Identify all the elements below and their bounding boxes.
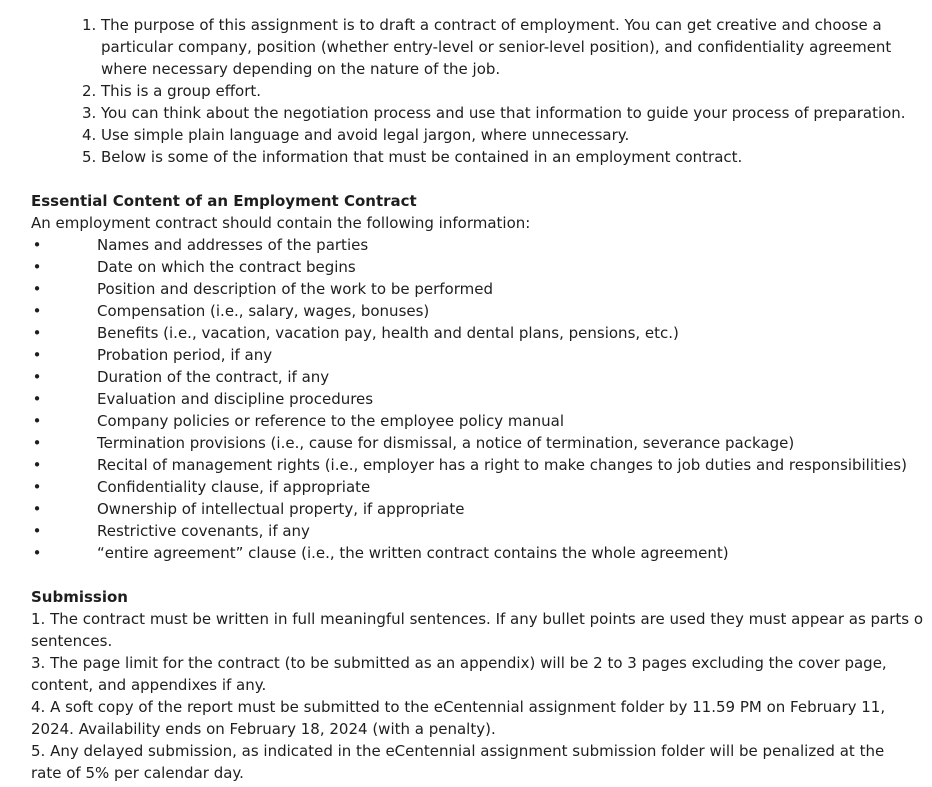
list-item	[0, 476, 932, 498]
list-item-text: Confidentiality clause, if appropriate	[97, 478, 371, 496]
instruction-item	[0, 102, 932, 124]
list-item-text: Compensation (i.e., salary, wages, bonuses)	[97, 302, 430, 320]
submission-list	[0, 608, 932, 784]
bullet-icon: •	[32, 544, 42, 562]
instruction-text: The purpose of this assignment is to draft a contract of employment. You can get creative and choose a particular company, position (whether entry-level or senior-level position), and confidentiality agreement where necessary depending on the nature of the job.	[101, 16, 892, 78]
bullet-icon: •	[32, 368, 42, 386]
instruction-text: You can think about the negotiation process and use that information to guide your process of preparation.	[101, 104, 906, 122]
list-item-text: Recital of management rights (i.e., employer has a right to make changes to job duties and responsibilities)	[97, 456, 907, 474]
list-item-text: Benefits (i.e., vacation, vacation pay, health and dental plans, pensions, etc.)	[97, 324, 679, 342]
bullet-icon: •	[32, 236, 42, 254]
instruction-text: Below is some of the information that must be contained in an employment contract.	[101, 148, 743, 166]
instruction-number: 4.	[82, 126, 97, 144]
instruction-item	[0, 146, 932, 168]
submission-item-1-line-2: sentences.	[31, 632, 113, 650]
bullet-icon: •	[32, 500, 42, 518]
list-item-text: Termination provisions (i.e., cause for dismissal, a notice of termination, severance package)	[97, 434, 795, 452]
list-item	[0, 520, 932, 542]
list-item-text: Duration of the contract, if any	[97, 368, 330, 386]
essential-content-list	[0, 234, 932, 564]
bullet-icon: •	[32, 302, 42, 320]
list-item	[0, 366, 932, 388]
list-item	[0, 256, 932, 278]
list-item	[0, 388, 932, 410]
list-item	[0, 300, 932, 322]
instruction-item	[0, 80, 932, 102]
bullet-icon: •	[32, 456, 42, 474]
submission-item-1-line-1: 1. The contract must be written in full meaningful sentences. If any bullet points are used they must appear as parts o	[31, 610, 924, 628]
list-item-text: Probation period, if any	[97, 346, 273, 364]
list-item	[0, 234, 932, 256]
document-page	[0, 14, 932, 784]
essential-content-heading: Essential Content of an Employment Contract	[31, 192, 417, 210]
bullet-icon: •	[32, 478, 42, 496]
list-item	[0, 542, 932, 564]
submission-item-3: 3. The page limit for the contract (to be submitted as an appendix) will be 2 to 3 pages excluding the cover page, content, and appendixes if any.	[31, 654, 887, 694]
essential-content-lead: An employment contract should contain the following information:	[31, 214, 531, 232]
list-item-text: Ownership of intellectual property, if appropriate	[97, 500, 465, 518]
list-item	[0, 498, 932, 520]
submission-heading: Submission	[31, 588, 128, 606]
instructions-list	[0, 14, 932, 168]
instruction-number: 5.	[82, 148, 97, 166]
bullet-icon: •	[32, 412, 42, 430]
list-item-text: Names and addresses of the parties	[97, 236, 369, 254]
instruction-item	[0, 124, 932, 146]
bullet-icon: •	[32, 522, 42, 540]
list-item	[0, 454, 932, 476]
list-item-text: Restrictive covenants, if any	[97, 522, 310, 540]
bullet-icon: •	[32, 324, 42, 342]
submission-item-4: 4. A soft copy of the report must be submitted to the eCentennial assignment folder by 11.59 PM on February 11, 2024. Availability ends on February 18, 2024 (with a penalty).	[31, 698, 886, 738]
instruction-text: This is a group effort.	[101, 82, 262, 100]
list-item-text: “entire agreement” clause (i.e., the written contract contains the whole agreement)	[97, 544, 729, 562]
bullet-icon: •	[32, 346, 42, 364]
bullet-icon: •	[32, 434, 42, 452]
list-item	[0, 322, 932, 344]
bullet-icon: •	[32, 258, 42, 276]
list-item	[0, 410, 932, 432]
bullet-icon: •	[32, 280, 42, 298]
instruction-number: 1.	[82, 16, 97, 34]
list-item	[0, 278, 932, 300]
bullet-icon: •	[32, 390, 42, 408]
list-item-text: Evaluation and discipline procedures	[97, 390, 374, 408]
instruction-number: 3.	[82, 104, 97, 122]
list-item	[0, 344, 932, 366]
submission-item-5: 5. Any delayed submission, as indicated in the eCentennial assignment submission folder will be penalized at the rate of 5% per calendar day.	[31, 742, 885, 782]
list-item-text: Company policies or reference to the employee policy manual	[97, 412, 565, 430]
instruction-item	[0, 14, 932, 80]
list-item-text: Date on which the contract begins	[97, 258, 356, 276]
instruction-number: 2.	[82, 82, 97, 100]
instruction-text: Use simple plain language and avoid legal jargon, where unnecessary.	[101, 126, 630, 144]
list-item-text: Position and description of the work to be performed	[97, 280, 493, 298]
list-item	[0, 432, 932, 454]
